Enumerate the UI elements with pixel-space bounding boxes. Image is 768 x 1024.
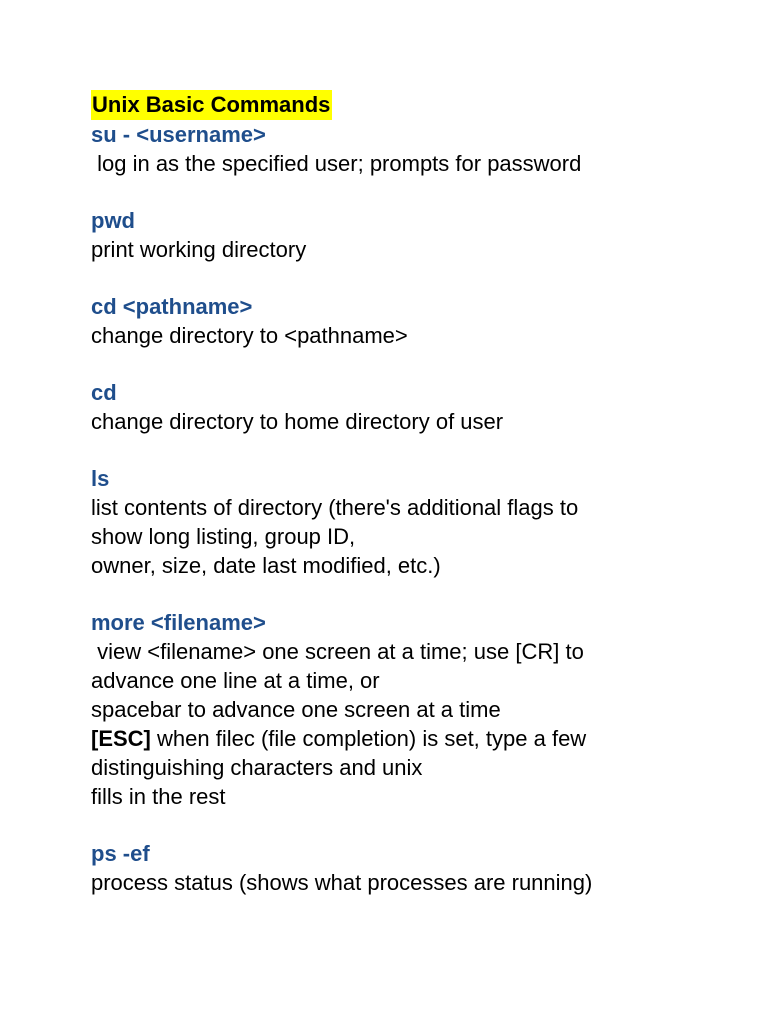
esc-key-label: [ESC] <box>91 726 151 751</box>
spacer <box>91 178 731 206</box>
command-description: spacebar to advance one screen at a time <box>91 697 501 722</box>
spacer <box>91 436 731 464</box>
command-name: cd <box>91 380 117 405</box>
esc-description-text: when filec (file completion) is set, type a few <box>150 726 587 751</box>
esc-description-line <box>91 724 731 753</box>
command-entry-cd-pathname <box>91 292 731 350</box>
spacer <box>91 580 731 608</box>
command-name: su - <username> <box>91 122 266 147</box>
command-name: more <filename> <box>91 610 266 635</box>
command-description: change directory to home directory of user <box>91 409 504 434</box>
spacer <box>91 264 731 292</box>
command-description: distinguishing characters and unix <box>91 755 423 780</box>
spacer <box>91 811 731 839</box>
title-line <box>91 90 731 120</box>
command-description: fills in the rest <box>91 784 226 809</box>
command-name: ps -ef <box>91 841 150 866</box>
command-description: process status (shows what processes are running) <box>91 870 593 895</box>
command-description: change directory to <pathname> <box>91 323 408 348</box>
command-entry-su <box>91 120 731 178</box>
command-description: advance one line at a time, or <box>91 668 380 693</box>
document-title: Unix Basic Commands <box>91 90 332 120</box>
command-entry-ps <box>91 839 731 897</box>
command-description: print working directory <box>91 237 307 262</box>
command-entry-more <box>91 608 731 811</box>
command-description: owner, size, date last modified, etc.) <box>91 553 441 578</box>
command-description: list contents of directory (there's additional flags to <box>91 495 579 520</box>
document-body <box>91 90 731 897</box>
command-description: show long listing, group ID, <box>91 524 356 549</box>
command-description: view <filename> one screen at a time; use [CR] to <box>91 639 584 664</box>
command-name: cd <pathname> <box>91 294 253 319</box>
command-entry-cd <box>91 378 731 436</box>
spacer <box>91 350 731 378</box>
command-name: ls <box>91 466 110 491</box>
command-name: pwd <box>91 208 135 233</box>
command-description: log in as the specified user; prompts for password <box>91 151 582 176</box>
command-entry-ls <box>91 464 731 580</box>
command-entry-pwd <box>91 206 731 264</box>
